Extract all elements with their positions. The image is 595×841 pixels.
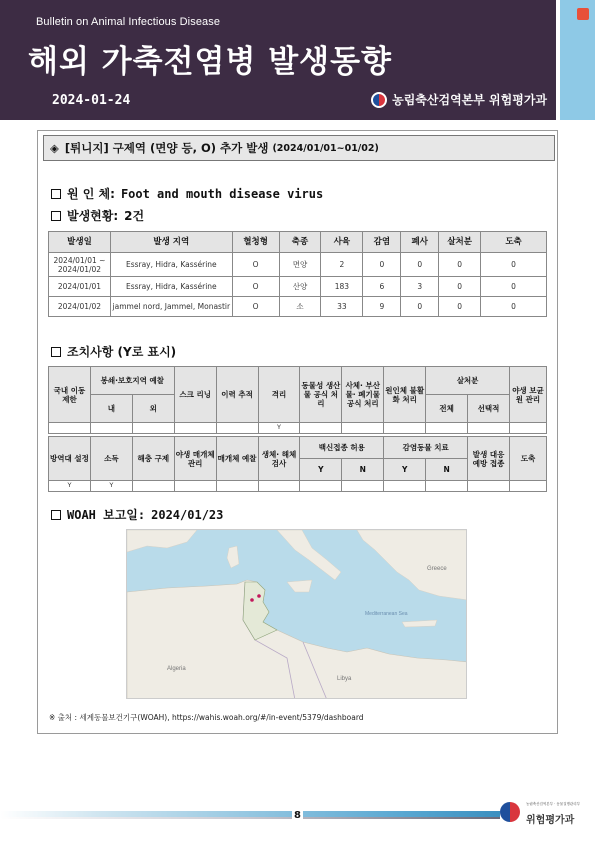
table-cell: 2024/01/01 ~ 2024/01/02 [49,253,111,277]
table-cell: 2024/01/01 [49,277,111,297]
header-accent-square [577,8,589,20]
table-cell: 0 [439,253,481,277]
checkbox-square-icon [51,347,61,357]
col-header: 도축 [509,437,546,481]
table-row [49,253,547,277]
col-subheader: 선택적 [468,395,510,423]
measures-header-row [49,437,547,459]
col-subheader: N [426,459,468,481]
col-header: 소독 [90,437,132,481]
org-name: 농림축산검역본부 위험평가과 [392,93,547,107]
woah-value: 2024/01/23 [151,507,224,522]
table-cell [49,423,91,434]
pathogen-line [51,185,323,202]
woah-label: WOAH 보고일: [67,508,146,522]
measures-line [51,343,176,360]
col-header: 도축 [481,232,547,253]
status-line [51,207,144,224]
table-cell [342,423,384,434]
table-cell: O [232,297,279,317]
section-period: (2024/01/01~01/02) [272,142,379,154]
footer-bar-secondary [0,817,500,819]
woah-line [51,506,223,523]
col-header: 방역대 설정 [49,437,91,481]
table-cell [384,481,426,492]
col-subheader: 외 [132,395,174,423]
table-cell [90,423,132,434]
table-cell [426,423,468,434]
table-cell [216,481,258,492]
col-header: 발생 대응 예방 접종 [468,437,510,481]
table-cell: Essray, Hidra, Kassérine [110,253,232,277]
page-number: 8 [294,810,301,821]
table-cell: Y [90,481,132,492]
table-cell [300,481,342,492]
col-header: 발생 지역 [110,232,232,253]
table-cell: 0 [401,253,439,277]
table-cell [216,423,258,434]
libya-label: Libya [337,676,352,682]
col-header: 축종 [279,232,321,253]
table-cell: jammel nord, Jammel, Monastir [110,297,232,317]
measures-header-row [49,367,547,395]
measures-label: 조치사항 (Y로 표시) [67,345,177,359]
pathogen-value: Foot and mouth disease virus [120,186,324,201]
bulletin-label: Bulletin on Animal Infectious Disease [36,16,221,28]
table-cell [300,423,342,434]
col-header: 야생 보균원 관리 [509,367,546,423]
table-cell [426,481,468,492]
table-row [49,297,547,317]
table-cell: Y [258,423,300,434]
col-header: 사체· 부산물· 폐기물 공식 처리 [342,367,384,423]
col-header: 폐사 [401,232,439,253]
table-cell [509,423,546,434]
col-subheader: N [342,459,384,481]
sea-label: Mediterranean Sea [365,611,408,617]
table-row [49,277,547,297]
map-svg [127,530,467,699]
table-header-row [49,232,547,253]
outbreak-table [48,231,547,317]
col-header: 살처분 [439,232,481,253]
table-cell: 0 [481,253,547,277]
col-subheader: 내 [90,395,132,423]
outbreak-marker [257,594,261,598]
col-header: 원인체 불활화 처리 [384,367,426,423]
table-cell [468,423,510,434]
col-header: 이력 추적 [216,367,258,423]
table-cell [384,423,426,434]
footer-org-name: 위험평가과 [526,815,575,826]
outbreak-marker [250,598,254,602]
col-header: 살처분 [426,367,510,395]
col-subheader: 전체 [426,395,468,423]
table-cell: 33 [321,297,363,317]
checkbox-square-icon [51,189,61,199]
col-header: 사육 [321,232,363,253]
report-date: 2024-01-24 [52,93,131,108]
col-subheader: Y [384,459,426,481]
measures-value-row [49,481,547,492]
status-value: 2건 [124,209,145,223]
table-cell [132,481,174,492]
table-cell: 183 [321,277,363,297]
table-cell: 0 [439,277,481,297]
diamond-icon: ◈ [50,141,59,155]
col-header: 감염 [363,232,401,253]
table-cell [509,481,546,492]
col-header: 해충 구제 [132,437,174,481]
pathogen-label: 원 인 체: [67,187,115,201]
footer-org-small: 농림축산검역본부 · 동물질병관리부 [526,802,581,806]
col-header: 혈청형 [232,232,279,253]
col-header: 스크 리닝 [174,367,216,423]
col-header: 봉쇄·보호지역 예찰 [90,367,174,395]
table-cell: 0 [439,297,481,317]
table-cell [468,481,510,492]
table-cell [342,481,384,492]
col-subheader: Y [300,459,342,481]
status-label: 발생현황: [67,209,119,223]
outbreak-map [126,529,467,699]
col-header: 생체· 해체 검사 [258,437,300,481]
table-cell: O [232,253,279,277]
table-cell [174,481,216,492]
col-header: 국내 이동 제한 [49,367,91,423]
col-header: 동물성 생산물 공식 처리 [300,367,342,423]
source-note: ※ 출처 : 세계동물보건기구(WOAH), https://wahis.woah.org/#/in-event/5379/dashboard [49,713,364,722]
col-header: 백신접종 허용 [300,437,384,459]
table-cell: 소 [279,297,321,317]
table-cell: 0 [481,277,547,297]
table-cell [174,423,216,434]
table-cell: O [232,277,279,297]
table-cell: 0 [401,297,439,317]
table-cell: Essray, Hidra, Kassérine [110,277,232,297]
measures-value-row [49,423,547,434]
table-cell [132,423,174,434]
greece-label: Greece [427,566,447,572]
col-header: 감염동물 치료 [384,437,468,459]
table-cell: 0 [481,297,547,317]
table-cell: 산양 [279,277,321,297]
col-header: 야생 매개체 관리 [174,437,216,481]
taegeuk-emblem-icon [500,802,520,822]
footer-org [500,800,590,830]
table-cell: 3 [401,277,439,297]
table-cell: 면양 [279,253,321,277]
org-badge [371,91,547,108]
table-cell [258,481,300,492]
checkbox-square-icon [51,211,61,221]
page-title: 해외 가축전염병 발생동향 [28,44,392,80]
section-heading [43,135,555,161]
checkbox-square-icon [51,510,61,520]
table-cell: Y [49,481,91,492]
measures-table-2 [48,436,547,492]
col-header: 발생일 [49,232,111,253]
col-header: 매개체 예찰 [216,437,258,481]
algeria-label: Algeria [167,666,186,672]
section-title: [튀니지] 구제역 (면양 등, O) 추가 발생 [64,141,269,155]
measures-table-1 [48,366,547,434]
taegeuk-emblem-icon [371,92,387,108]
table-cell: 9 [363,297,401,317]
table-cell: 2024/01/02 [49,297,111,317]
col-header: 격리 [258,367,300,423]
table-cell: 2 [321,253,363,277]
table-cell: 0 [363,253,401,277]
table-cell: 6 [363,277,401,297]
